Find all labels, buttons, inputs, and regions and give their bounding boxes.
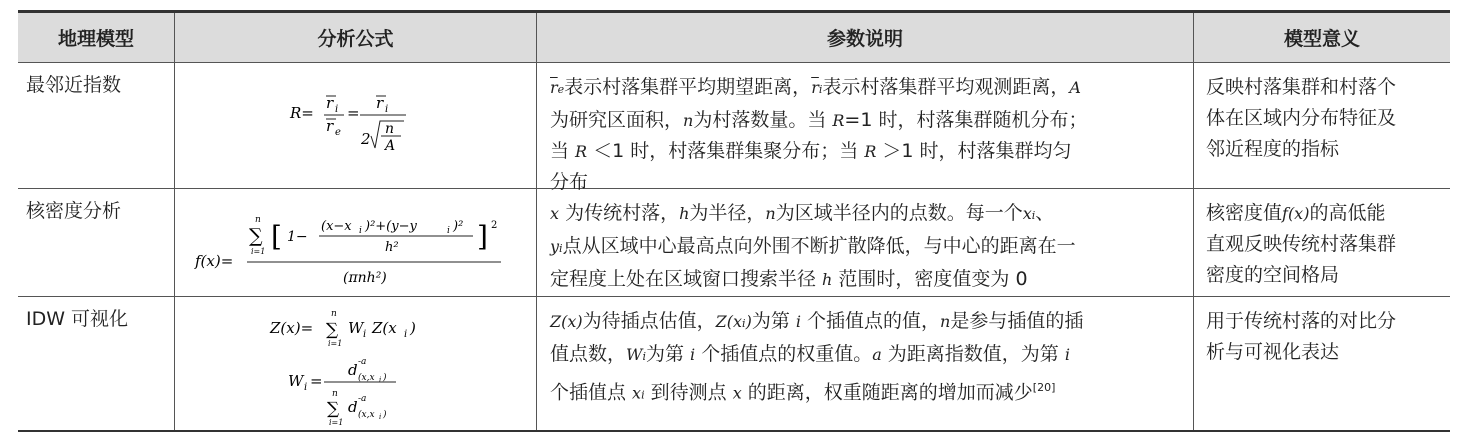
var-i: i bbox=[795, 312, 801, 331]
formula-n: n bbox=[385, 121, 395, 137]
denominator: (πnh²) bbox=[343, 270, 387, 286]
var-sub: i bbox=[559, 242, 563, 255]
text: 的距离，权重随距离的增加而减少 bbox=[741, 381, 1033, 404]
text: =1 时，村落集群随机分布； bbox=[844, 109, 1088, 131]
header-meaning: 模型意义 bbox=[1283, 28, 1360, 50]
text: 值点数， bbox=[550, 343, 627, 365]
header-divider bbox=[18, 62, 1450, 63]
var-sub: i bbox=[1031, 209, 1036, 222]
var-x: x bbox=[550, 204, 560, 223]
sum-top-2: n bbox=[332, 389, 338, 399]
var-sub: e bbox=[557, 83, 565, 96]
formula-sub-i: i bbox=[335, 104, 339, 115]
text: 为区域半径内的点数。每一个 bbox=[775, 202, 1023, 224]
text: 为传统村落， bbox=[559, 202, 680, 224]
one-minus: 1− bbox=[287, 229, 308, 245]
z-rhs-sub: i bbox=[404, 329, 408, 340]
d-numer-sub: (x,x bbox=[358, 373, 375, 383]
numer-sub: i bbox=[359, 226, 362, 236]
formula-A: A bbox=[385, 138, 396, 154]
row1-model: 最邻近指数 bbox=[26, 74, 122, 96]
z-lhs: Z(x)= bbox=[270, 319, 314, 337]
meaning-line: 析与可视化表达 bbox=[1206, 341, 1340, 363]
sum-symbol-2: ∑ bbox=[327, 399, 340, 419]
column-divider-2 bbox=[536, 13, 537, 430]
row1-meaning bbox=[1206, 72, 1446, 165]
sum-symbol: ∑ bbox=[249, 225, 263, 247]
sum-bottom: i=1 bbox=[328, 339, 343, 348]
d-denom: d bbox=[348, 398, 358, 416]
var-fx: f(x) bbox=[1282, 204, 1310, 223]
z-rhs-z: Z(x bbox=[372, 319, 397, 337]
d-numer-sup: -a bbox=[358, 357, 367, 367]
nearest-neighbor-formula bbox=[288, 88, 428, 158]
bracket-right: ] bbox=[477, 220, 488, 253]
row-divider-2 bbox=[18, 296, 1450, 297]
row2-meaning bbox=[1206, 198, 1446, 291]
row1-params bbox=[550, 72, 1190, 198]
var-sub: i bbox=[642, 350, 646, 363]
var-i: i bbox=[690, 345, 696, 364]
sum-bottom-2: i=1 bbox=[329, 418, 344, 426]
var-x: x bbox=[1022, 204, 1032, 223]
row3-model: IDW 可视化 bbox=[26, 308, 129, 330]
d-numer-sub-end: ) bbox=[383, 373, 387, 383]
var-i: i bbox=[1064, 345, 1070, 364]
row3-formula bbox=[268, 302, 468, 426]
formula-lhs: R= bbox=[290, 104, 314, 122]
numer-sub-2: i bbox=[447, 226, 450, 236]
header-formula: 分析公式 bbox=[317, 28, 394, 50]
model-table bbox=[18, 10, 1450, 432]
text: 是参与插值的插 bbox=[950, 310, 1084, 332]
text: 为距离指数值，为第 bbox=[881, 343, 1065, 365]
var-x: x bbox=[732, 383, 742, 403]
var-r: $\overline{r}$ bbox=[550, 78, 558, 97]
text: 表示村落集群平均期望距离， bbox=[564, 76, 812, 98]
header-model: 地理模型 bbox=[57, 28, 134, 50]
var-zx: Z(x) bbox=[550, 312, 583, 331]
row3-params bbox=[550, 306, 1190, 410]
text: 个插值点的值， bbox=[800, 310, 941, 332]
var-n: n bbox=[765, 204, 776, 223]
var-sub: i bbox=[742, 317, 746, 330]
z-rhs-w: W bbox=[348, 319, 364, 337]
var-A: A bbox=[1069, 78, 1081, 97]
w-eq: = bbox=[310, 372, 323, 390]
var-y: y bbox=[550, 237, 560, 256]
text: 为研究区面积， bbox=[550, 109, 684, 131]
formula-r-obs: r bbox=[326, 94, 334, 112]
row2-formula bbox=[193, 208, 513, 290]
var-n: n bbox=[940, 312, 951, 331]
var-a: a bbox=[872, 345, 882, 364]
text: 表示村落集群平均观测距离， bbox=[822, 76, 1070, 98]
d-denom-sup: -a bbox=[358, 394, 367, 404]
row1-formula bbox=[288, 88, 428, 158]
h-squared: h² bbox=[385, 240, 399, 255]
d-denom-sub-end: ) bbox=[383, 410, 387, 420]
z-rhs-close: ) bbox=[410, 319, 416, 337]
formula-sub-e: e bbox=[335, 127, 341, 138]
var-x: x bbox=[632, 383, 642, 403]
w-lhs-sub: i bbox=[304, 382, 308, 393]
meaning-line: 密度的空间格局 bbox=[1206, 264, 1340, 286]
var-R: R bbox=[575, 142, 588, 161]
bracket-left: [ bbox=[271, 220, 282, 253]
formula-sub-i-2: i bbox=[385, 104, 389, 115]
var-sub: i bbox=[641, 388, 645, 402]
text: 为第 bbox=[646, 343, 691, 365]
text: 点从区域中心最高点向外围不断扩散降低，与中心的距离在一 bbox=[562, 235, 1076, 257]
idw-formula bbox=[268, 302, 468, 426]
var-R: R bbox=[864, 142, 877, 161]
numer: (x−x bbox=[321, 219, 352, 234]
sum-bottom: i=1 bbox=[251, 247, 266, 256]
meaning-line: 体在区域内分布特征及 bbox=[1206, 107, 1397, 129]
sum-top: n bbox=[331, 309, 337, 319]
z-rhs-w-sub: i bbox=[363, 329, 367, 340]
d-numer: d bbox=[348, 361, 358, 379]
column-divider-1 bbox=[174, 13, 175, 430]
var-zxi: Z(x bbox=[715, 312, 743, 331]
table-bottom-rule bbox=[18, 430, 1450, 432]
meaning-line: 反映村落集群和村落个 bbox=[1206, 76, 1397, 98]
row2-model: 核密度分析 bbox=[26, 200, 122, 222]
row2-params bbox=[550, 198, 1190, 295]
text: 为待插点估值， bbox=[582, 310, 716, 332]
d-denom-sub-i: i bbox=[379, 413, 382, 421]
formula-two: 2 bbox=[361, 130, 371, 148]
formula-r-obs-2: r bbox=[376, 94, 384, 112]
var-r: $\overline{r}$ bbox=[811, 78, 819, 97]
var-w: W bbox=[626, 345, 643, 364]
formula-eq: = bbox=[347, 104, 360, 122]
text: 分布 bbox=[550, 171, 589, 193]
var-sub: i bbox=[818, 83, 823, 96]
citation: [20] bbox=[1032, 381, 1056, 394]
var-h: h bbox=[679, 204, 690, 223]
outer-square: 2 bbox=[491, 220, 498, 231]
sum-top: n bbox=[255, 215, 261, 225]
kernel-density-formula bbox=[193, 208, 513, 290]
text: 当 bbox=[550, 140, 576, 162]
numer2: )²+(y−y bbox=[365, 219, 417, 234]
text: 定程度上处在区域窗口搜索半径 bbox=[550, 268, 823, 290]
formula-lhs: f(x)= bbox=[195, 252, 234, 270]
formula-r-exp: r bbox=[326, 117, 334, 135]
text: 个插值点的权重值。 bbox=[695, 343, 873, 365]
sum-symbol: ∑ bbox=[326, 320, 339, 340]
var-close: ) bbox=[745, 312, 752, 331]
text: 到待测点 bbox=[644, 381, 733, 404]
d-denom-sub: (x,x bbox=[358, 410, 375, 420]
meaning-line: 用于传统村落的对比分 bbox=[1206, 310, 1397, 332]
text: 为村落数量。当 bbox=[693, 109, 833, 131]
column-divider-3 bbox=[1193, 13, 1194, 430]
text: 范围时，密度值变为 0 bbox=[832, 268, 1028, 290]
text: 的高低能 bbox=[1309, 202, 1386, 224]
text: 、 bbox=[1035, 202, 1055, 224]
w-lhs: W bbox=[288, 372, 304, 390]
text: 个插值点 bbox=[550, 381, 633, 404]
meaning-line: 直观反映传统村落集群 bbox=[1206, 233, 1397, 255]
row3-meaning bbox=[1206, 306, 1446, 368]
numer3: )² bbox=[453, 219, 464, 234]
header-params: 参数说明 bbox=[826, 28, 903, 50]
meaning-line: 邻近程度的指标 bbox=[1206, 138, 1340, 160]
var-h: h bbox=[822, 270, 833, 289]
text: ＜1 时，村落集群集聚分布；当 bbox=[587, 140, 865, 162]
text: ＞1 时，村落集群均匀 bbox=[876, 140, 1072, 162]
d-numer-sub-i: i bbox=[379, 376, 382, 384]
text: 为半径， bbox=[689, 202, 766, 224]
text: 为第 bbox=[751, 310, 796, 332]
var-n: n bbox=[683, 111, 694, 130]
text: 核密度值 bbox=[1206, 202, 1283, 224]
var-R: R bbox=[832, 111, 845, 130]
